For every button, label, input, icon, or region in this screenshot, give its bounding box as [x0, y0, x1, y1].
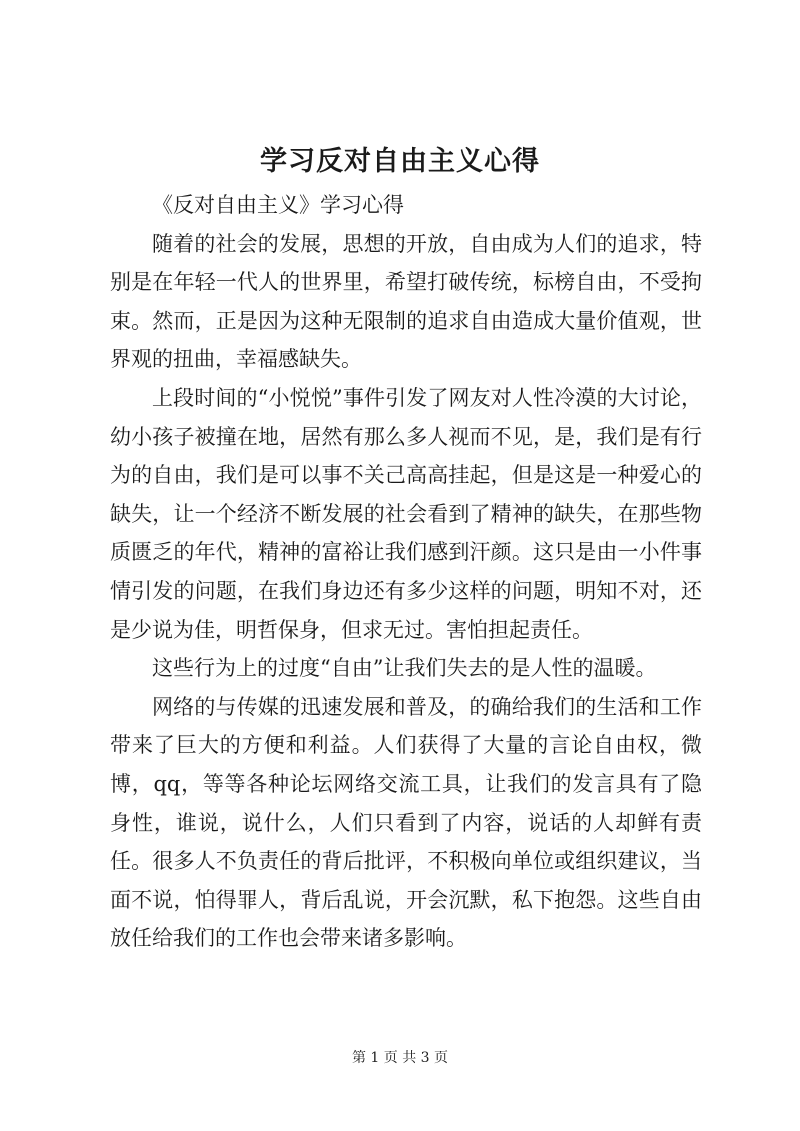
paragraph-2: 上段时间的“小悦悦”事件引发了网友对人性冷漠的大讨论，幼小孩子被撞在地，居然有那么多人视而不见，是，我们是有行为的自由，我们是可以事不关己高高挂起，但是这是一种爱心的缺失，让一个经济不断发展的社会看到了精神的缺失，在那些物质匮乏的年代，精神的富裕让我们感到汗颜。这只是由一小件事情引发的问题，在我们身边还有多少这样的问题，明知不对，还是少说为佳，明哲保身，但求无过。害怕担起责任。: [110, 385, 702, 642]
document-title: 学习反对自由主义心得: [260, 146, 540, 177]
document-body: [110, 186, 702, 958]
page-number-footer: 第 1 页 共 3 页: [351, 1050, 449, 1066]
paragraph-4: 网络的与传媒的迅速发展和普及，的确给我们的生活和工作带来了巨大的方便和利益。人们获得了大量的言论自由权，微博，qq，等等各种论坛网络交流工具，让我们的发言具有了隐身性，谁说，说什么，人们只看到了内容，说话的人却鲜有责任。很多人不负责任的背后批评，不积极向单位或组织建议，当面不说，怕得罪人，背后乱说，开会沉默，私下抱怨。这些自由放任给我们的工作也会带来诸多影响。: [110, 694, 702, 951]
paragraph-1: 随着的社会的发展，思想的开放，自由成为人们的追求，特别是在年轻一代人的世界里，希望打破传统，标榜自由，不受拘束。然而，正是因为这种无限制的追求自由造成大量价值观，世界观的扭曲，幸福感缺失。: [110, 231, 702, 372]
paragraph-3: 这些行为上的过度“自由”让我们失去的是人性的温暖。: [152, 656, 657, 681]
paragraph-subtitle: 《反对自由主义》学习心得: [152, 193, 404, 217]
